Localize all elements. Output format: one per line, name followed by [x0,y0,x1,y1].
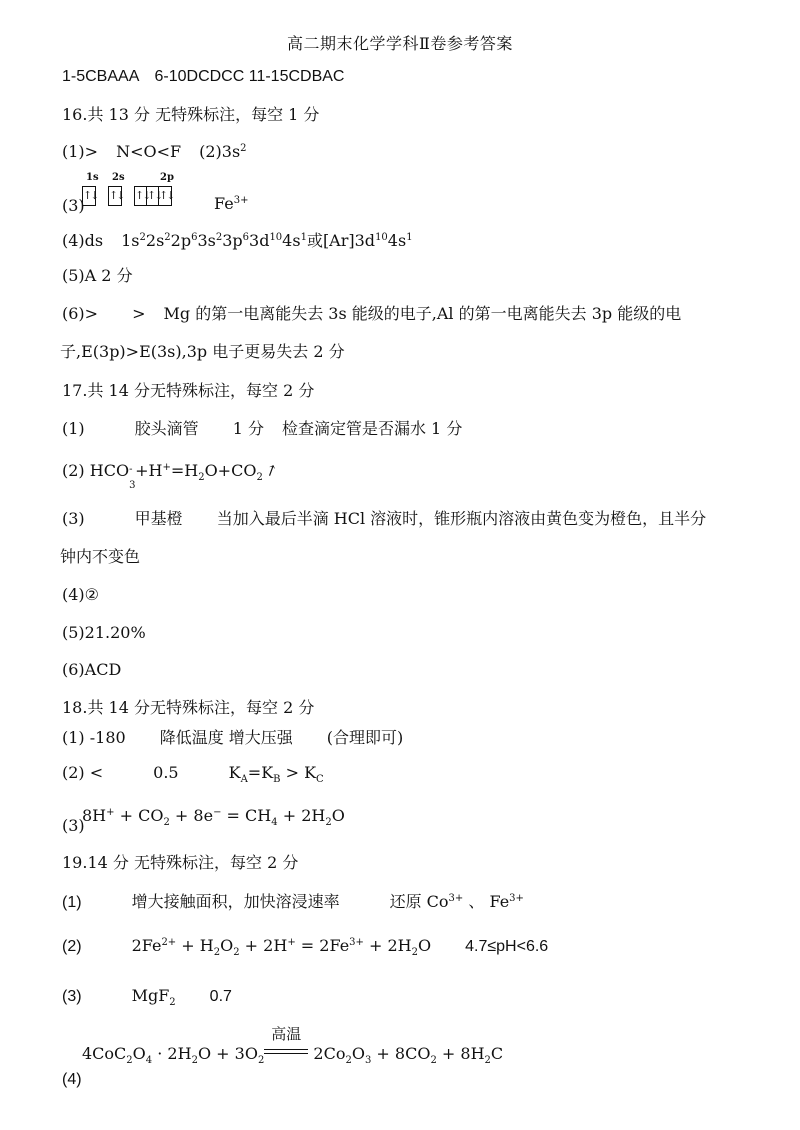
q16-header: 16.共 13 分 无特殊标注，每空 1 分 [62,105,320,124]
fe-ion-symbol: Fe [214,194,234,213]
config-sup: 10 [269,232,283,243]
eq-part: + 2H [239,936,288,955]
q17-p3-label: (3) [62,509,85,528]
equals-double-line [264,1049,308,1054]
q19-p1-c-sup: 3+ [509,893,524,904]
q19-p1-label: (1) [62,894,82,911]
q18-p1-b: (合理即可) [326,728,404,747]
eq-sub: 2 [213,947,221,958]
q17-p3-b: 当加入最后半滴 HCl 溶液时，锥形瓶内溶液由黄色变为橙色，且半分 [216,509,707,528]
q19-p2-label: (2) [62,938,82,955]
eq-part: O + 3O [197,1044,258,1063]
q18-p3-eq [82,805,345,827]
eq-sup: + [287,937,296,948]
reaction-condition [264,1025,308,1065]
eq-sub: 2 [257,1055,265,1066]
q18-p2 [62,762,324,784]
q19-p1-c: 、 Fe [463,892,510,911]
orbital-cell: ↑↓ [109,189,124,202]
config-part: 4s [282,231,301,250]
k-sub: B [273,774,281,785]
q19-p3 [62,985,232,1008]
eq-part: + 8H [436,1044,485,1063]
q16-p6-line1 [62,303,681,325]
orbital-cell: ↑↓ [147,187,159,205]
eq-part: HCO [89,461,130,480]
q19-p1-b: 还原 Co [389,892,449,911]
eq-part: + 2H [363,936,412,955]
eq-sub: 2 [484,1055,491,1066]
q16-p1-order: N<O<F [116,142,182,161]
q16-p4-or: 或[Ar]3d [306,231,376,250]
eq-part: + 8CO [371,1044,431,1063]
config-part: 3d [249,231,270,250]
eq-sub: 2 [233,947,240,958]
config-sup: 2 [139,232,146,243]
q17-p6: (6)ACD [62,660,122,679]
eq-sup: 3+ [349,937,364,948]
orbital-label-2p: 2p [160,172,174,183]
q19-p1-a: 增大接触面积，加快溶浸速率 [131,892,340,911]
eq-part: O+CO [204,461,257,480]
config-part: 1s [121,231,140,250]
q17-p1-c: 检查滴定管是否漏水 1 分 [281,419,463,438]
eq-part: O [331,806,345,825]
fe-ion-charge: 3+ [233,195,249,206]
config-part: 2p [170,231,192,250]
q19-p1 [62,891,524,914]
gas-arrow-icon: ↑ [262,460,281,482]
q16-p4-or-mid: 4s [387,231,407,250]
eq-sub: 2 [430,1055,437,1066]
config-part: 3s [197,231,216,250]
q18-p1 [62,727,403,749]
orbital-label-1s: 1s [86,172,99,183]
k-part: > K [280,763,317,782]
q17-p3-a: 甲基橙 [134,509,183,528]
q18-p2-k [228,763,324,785]
q18-p2-a: 0.5 [153,763,179,782]
eq-part: +H [135,461,163,480]
eq-sub: 2 [191,1055,198,1066]
eq-part: = 2Fe [295,936,350,955]
config-sup: 2 [164,232,171,243]
config-sup: 2 [215,232,223,243]
q16-p4-or-sup2: 1 [406,232,413,243]
q19-p4-label: (4) [62,1071,82,1088]
orbital-cell: ↑↓ [159,189,174,202]
config-sup: 1 [300,232,307,243]
q17-p5: (5)21.20% [62,623,146,642]
q19-p2-eq [131,936,432,958]
q16-p1-label: (1)> [62,142,99,161]
config-sup: 6 [191,232,198,243]
eq-sup: 2+ [161,937,177,948]
k-sub: C [316,774,324,785]
orbital-box-2s [108,186,122,206]
eq-sup: − [213,807,222,818]
q16-p6-a: (6)> [62,304,99,323]
q16-p6-line2: 子,E(3p)>E(3s),3p 电子更易失去 2 分 [60,342,345,361]
q18-p3-label: (3) [62,816,85,835]
eq-part: + CO [114,806,164,825]
eq-sup: + [162,462,171,473]
q17-p2-eq: HCO - 3 $+H^+=H_2O+CO_2↑$ [89,460,281,491]
eq-part: + 8e [169,806,214,825]
q16-p2-sup: 2 [240,143,247,154]
page-title: 高二期末化学学科Ⅱ卷参考答案 [287,34,513,53]
eq-sub: 2 [325,817,332,828]
k-part: K [228,763,241,782]
eq-part: O [418,936,432,955]
orbital-label-2s: 2s [112,172,125,183]
q16-p4-config [121,231,307,250]
k-sub: A [240,774,248,785]
eq-sub: 2 [256,472,263,483]
eq-sub: 2 [198,472,205,483]
eq-part: = CH [221,806,272,825]
fe-ion [214,193,248,215]
config-part: 3p [222,231,243,250]
q19-header: 19.14 分 无特殊标注，每空 2 分 [62,853,299,872]
orbital-cell: ↑↓ [135,187,147,205]
orbital-box-2p [134,186,172,206]
q17-p1 [62,418,462,440]
eq-sub: 2 [126,1055,133,1066]
q19-p2-range: 4.7≤pH<6.6 [465,938,549,955]
eq-sub: 3 [364,1055,372,1066]
q17-p2-label: (2) [62,461,85,480]
q17-p4: (4)② [62,585,100,604]
q18-p1-a: 降低温度 增大压强 [159,728,293,747]
eq-part: O [220,936,234,955]
q16-p4 [62,230,413,252]
k-part: =K [247,763,274,782]
eq-part: + 2H [277,806,326,825]
eq-part: 8H [82,806,107,825]
q17-p2 [62,460,281,491]
condition-label: 高温 [271,1025,302,1043]
q18-header: 18.共 14 分无特殊标注，每空 2 分 [62,698,315,717]
q16-p6-c: Mg 的第一电离能失去 3s 能级的电子,Al 的第一电离能失去 3p 能级的电 [163,304,682,323]
eq-sub: 2 [163,817,170,828]
q19-p3-b: 0.7 [209,988,232,1005]
q19-p3-a-sub: 2 [169,997,176,1008]
eq-part: 4CoC [82,1044,127,1063]
q16-p1-p2 [62,141,247,163]
q16-p4-label: (4)ds [62,231,104,250]
q16-p5: (5)A 2 分 [62,266,133,285]
orbital-cell: ↑↓ [83,189,98,202]
eq-part: 2Fe [131,936,162,955]
eq-sup: + [106,807,115,818]
eq-sub: 2 [345,1055,352,1066]
q17-p3-line2: 钟内不变色 [60,547,141,566]
q16-p4-or-sup1: 10 [375,232,388,243]
eq-part: + H [176,936,214,955]
orbital-diagram [78,172,218,212]
eq-sub: 4 [145,1055,153,1066]
q18-p1-label: (1) -180 [62,728,126,747]
mc-answers: 1-5CBAAA 6-10DCDCC 11-15CDBAC [62,68,345,85]
orbital-box-1s [82,186,96,206]
q19-p3-label: (3) [62,988,82,1005]
q17-header: 17.共 14 分无特殊标注，每空 2 分 [62,381,315,400]
q19-p2 [62,935,548,958]
eq-sub: 4 [271,817,278,828]
q19-p1-b-sup: 3+ [448,893,464,904]
eq-part: =H [170,461,199,480]
eq-sub: 2 [411,947,418,958]
q19-p4-eq [82,1025,504,1066]
q17-p3-line1 [62,508,706,530]
q18-p2-label: (2) < [62,763,104,782]
q17-p1-label: (1) [62,419,85,438]
q16-p2-label: (2)3s [199,142,241,161]
config-part: 2s [145,231,165,250]
q17-p1-a: 胶头滴管 [134,419,199,438]
config-sup: 6 [242,232,250,243]
q17-p1-b: 1 分 [232,419,264,438]
q16-p3-label: (3) [62,196,85,215]
eq-part: 2Co [308,1044,346,1063]
eq-part: O [132,1044,146,1063]
eq-part: C [490,1044,504,1063]
eq-part: O [351,1044,365,1063]
eq-part: · 2H [152,1044,192,1063]
q16-p6-b: > [132,304,146,323]
q19-p3-a: MgF [131,986,170,1005]
